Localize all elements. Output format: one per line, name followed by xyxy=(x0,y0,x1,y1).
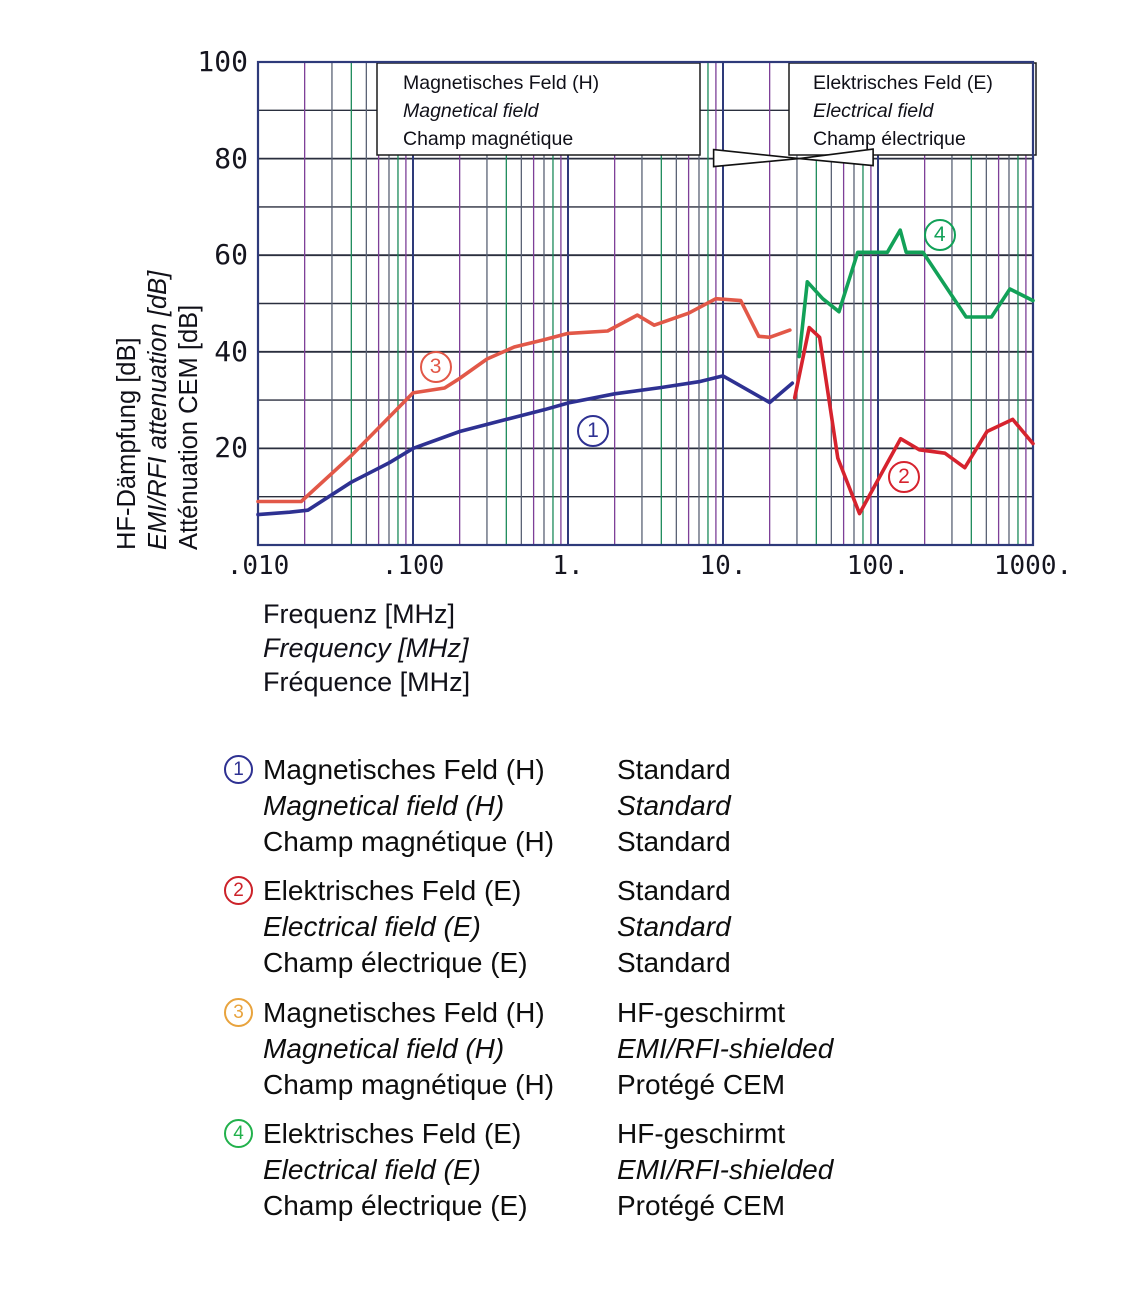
legend-4-name-en: Electrical field (E) xyxy=(263,1154,481,1185)
y-tick-40: 40 xyxy=(214,334,248,368)
magnetic-field-label-fr: Champ magnétique xyxy=(403,128,574,150)
legend-number-1: 1 xyxy=(224,755,253,784)
curve-label-2: 2 xyxy=(888,461,920,493)
electric-field-label-fr: Champ électrique xyxy=(813,128,966,150)
x-tick-10.: 10. xyxy=(699,551,747,581)
y-tick-100: 100 xyxy=(197,45,248,78)
electric-field-label-de: Elektrisches Feld (E) xyxy=(813,72,993,94)
y-tick-20: 20 xyxy=(214,431,248,465)
legend-1-variant-en: Standard xyxy=(617,790,731,821)
legend-entry-1-names xyxy=(263,752,554,860)
x-axis-title-en: Frequency [MHz] xyxy=(263,633,469,663)
y-tick-80: 80 xyxy=(214,141,248,175)
curve-label-4: 4 xyxy=(924,219,956,251)
legend-3-name-de: Magnetisches Feld (H) xyxy=(263,997,545,1028)
legend-number-3: 3 xyxy=(224,998,253,1027)
x-axis-title-fr: Fréquence [MHz] xyxy=(263,667,471,697)
legend-entry-3 xyxy=(222,995,1140,1107)
legend-4-variant-en: EMI/RFI-shielded xyxy=(617,1154,834,1185)
legend-entry-3-names xyxy=(263,995,554,1103)
curve-label-3: 3 xyxy=(420,351,452,383)
x-tick-.010: .010 xyxy=(226,551,290,581)
curve-1 xyxy=(258,376,792,515)
y-axis-title-fr: Atténuation CEM [dB] xyxy=(175,304,203,550)
legend-2-name-fr: Champ électrique (E) xyxy=(263,947,528,978)
x-tick-1.: 1. xyxy=(552,551,584,581)
x-axis-title-de: Frequenz [MHz] xyxy=(263,599,456,629)
legend-4-variant-de: HF-geschirmt xyxy=(617,1118,786,1149)
legend-2-variant-en: Standard xyxy=(617,911,731,942)
curve-4 xyxy=(799,230,1033,357)
legend-entry-2-names xyxy=(263,873,528,981)
legend-1-variant-de: Standard xyxy=(617,754,731,785)
legend-entry-1 xyxy=(222,752,1140,864)
electric-field-label-en: Electrical field xyxy=(813,100,934,122)
legend-4-variant-fr: Protégé CEM xyxy=(617,1190,786,1221)
magnetic-field-box-label xyxy=(403,69,599,153)
y-axis-title-en: EMI/RFI attenuation [dB] xyxy=(144,270,172,550)
curve-label-1: 1 xyxy=(577,415,609,447)
legend-entry-3-variants xyxy=(617,995,833,1103)
legend-entry-4-names xyxy=(263,1116,528,1224)
magnetic-field-label-en: Magnetical field xyxy=(403,100,539,122)
legend-entry-2-variants xyxy=(617,873,731,981)
legend-3-variant-de: HF-geschirmt xyxy=(617,997,786,1028)
legend-3-name-en: Magnetical field (H) xyxy=(263,1033,505,1064)
crossover-bowtie-left xyxy=(714,150,800,167)
legend-1-variant-fr: Standard xyxy=(617,826,731,857)
legend-entry-4-variants xyxy=(617,1116,833,1224)
legend-number-2: 2 xyxy=(224,876,253,905)
legend-entry-4 xyxy=(222,1116,1140,1228)
legend-1-name-de: Magnetisches Feld (H) xyxy=(263,754,545,785)
legend-2-variant-fr: Standard xyxy=(617,947,731,978)
x-tick-.100: .100 xyxy=(381,551,445,581)
x-axis-title xyxy=(263,597,470,699)
legend-4-name-de: Elektrisches Feld (E) xyxy=(263,1118,522,1149)
legend-3-name-fr: Champ magnétique (H) xyxy=(263,1069,555,1100)
x-tick-1000.: 1000. xyxy=(993,551,1073,581)
legend-3-variant-fr: Protégé CEM xyxy=(617,1069,786,1100)
legend-2-name-en: Electrical field (E) xyxy=(263,911,481,942)
x-tick-100.: 100. xyxy=(846,551,910,581)
y-tick-60: 60 xyxy=(214,238,248,272)
legend-1-name-en: Magnetical field (H) xyxy=(263,790,505,821)
legend-3-variant-en: EMI/RFI-shielded xyxy=(617,1033,834,1064)
legend-entry-1-variants xyxy=(617,752,731,860)
legend xyxy=(222,752,1140,1262)
y-axis-title-de: HF-Dämpfung [dB] xyxy=(113,337,141,550)
legend-4-name-fr: Champ électrique (E) xyxy=(263,1190,528,1221)
electric-field-box-label xyxy=(813,69,993,153)
magnetic-field-label-de: Magnetisches Feld (H) xyxy=(403,72,600,94)
legend-2-name-de: Elektrisches Feld (E) xyxy=(263,875,522,906)
legend-1-name-fr: Champ magnétique (H) xyxy=(263,826,555,857)
legend-entry-2 xyxy=(222,873,1140,985)
legend-2-variant-de: Standard xyxy=(617,875,731,906)
legend-number-4: 4 xyxy=(224,1119,253,1148)
